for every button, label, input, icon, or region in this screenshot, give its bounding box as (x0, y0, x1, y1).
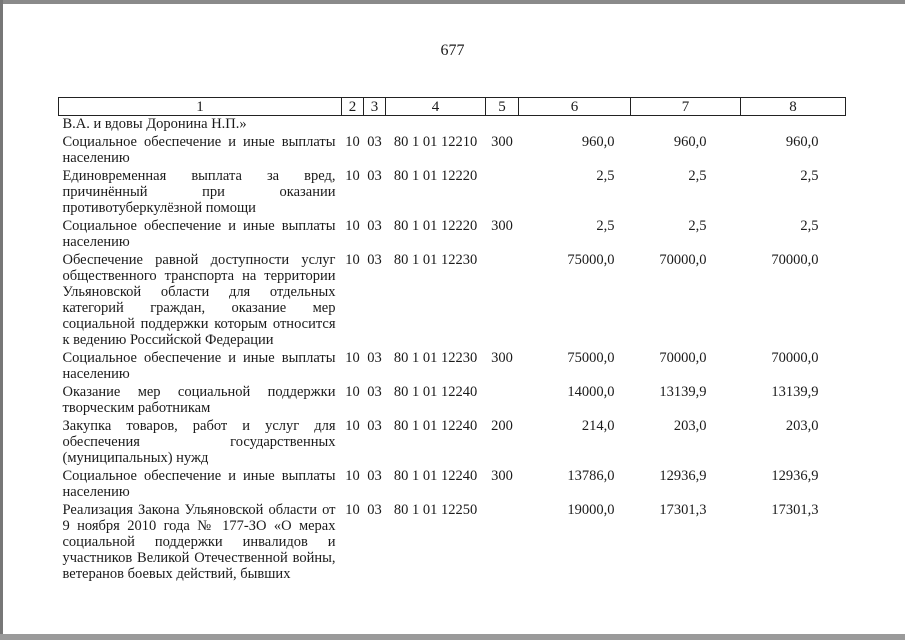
row-amount-col8: 17301,3 (771, 502, 819, 518)
header-col-4: 4 (386, 98, 486, 116)
row-subsection: 03 (367, 502, 382, 518)
scan-left-edge (0, 0, 3, 640)
row-name: В.А. и вдовы Доронина Н.П.» (62, 116, 247, 132)
row-amount-col7: 2,5 (688, 168, 707, 184)
table-row (59, 252, 846, 350)
row-amount-col7: 203,0 (673, 418, 707, 434)
row-expense-type: 200 (491, 418, 513, 434)
table-row (59, 502, 846, 584)
row-amount-col6: 2,5 (596, 218, 615, 234)
row-target-code: 80 1 01 12250 (393, 502, 478, 518)
row-amount-col6: 75000,0 (567, 252, 615, 268)
row-subsection: 03 (367, 418, 382, 434)
row-amount-col6: 2,5 (596, 168, 615, 184)
row-amount-col6: 960,0 (581, 134, 615, 150)
table-body (59, 116, 846, 585)
row-name: Социальное обеспечение и иные выплаты населению (62, 468, 336, 500)
table-header (59, 98, 846, 116)
row-section: 10 (345, 418, 360, 434)
row-amount-col8: 2,5 (800, 168, 819, 184)
header-col-6: 6 (519, 98, 631, 116)
row-expense-type: 300 (491, 218, 513, 234)
header-col-5: 5 (486, 98, 519, 116)
row-amount-col7: 17301,3 (659, 502, 707, 518)
scan-top-edge (0, 0, 905, 4)
row-amount-col7: 960,0 (673, 134, 707, 150)
row-target-code: 80 1 01 12220 (393, 218, 478, 234)
row-amount-col6 (519, 116, 631, 135)
row-amount-col6: 19000,0 (567, 502, 615, 518)
row-amount-col8 (741, 116, 846, 135)
table-row (59, 468, 846, 502)
row-amount-col6: 13786,0 (567, 468, 615, 484)
row-section: 10 (345, 350, 360, 366)
table-row (59, 218, 846, 252)
row-expense-type: 300 (491, 134, 513, 150)
row-amount-col7: 70000,0 (659, 252, 707, 268)
table-row (59, 350, 846, 384)
row-target-code: 80 1 01 12230 (393, 350, 478, 366)
row-name: Оказание мер социальной поддержки творческим работникам (62, 384, 336, 416)
row-expense-type (486, 116, 519, 135)
row-name: Единовременная выплата за вред, причинённый при оказании противотуберкулёзной помощи (62, 168, 336, 216)
row-section (342, 116, 364, 135)
table-row (59, 168, 846, 218)
row-amount-col7 (631, 116, 741, 135)
row-subsection: 03 (367, 168, 382, 184)
row-amount-col7: 13139,9 (659, 384, 707, 400)
header-row (59, 98, 846, 116)
row-amount-col7: 12936,9 (659, 468, 707, 484)
row-expense-type (486, 384, 519, 418)
row-name: Социальное обеспечение и иные выплаты населению (62, 134, 336, 166)
row-expense-type (486, 502, 519, 584)
row-amount-col6: 214,0 (581, 418, 615, 434)
table-row (59, 418, 846, 468)
row-subsection: 03 (367, 384, 382, 400)
row-name: Социальное обеспечение и иные выплаты населению (62, 350, 336, 382)
row-target-code: 80 1 01 12240 (393, 468, 478, 484)
row-subsection: 03 (367, 218, 382, 234)
table-row (59, 384, 846, 418)
row-section: 10 (345, 168, 360, 184)
row-amount-col8: 960,0 (785, 134, 819, 150)
row-name: Реализация Закона Ульяновской области от 9 ноября 2010 года № 177-ЗО «О мерах социальной поддержки инвалидов и участников Великой Отечественной войны, ветеранов боевых действий, бывших (62, 502, 336, 582)
row-expense-type: 300 (491, 468, 513, 484)
row-name: Обеспечение равной доступности услуг общественного транспорта на территории Ульяновской области для отдельных категорий граждан, оказание мер социальной поддержки которым относится к ведению Российской Федерации (62, 252, 336, 348)
row-amount-col8: 70000,0 (771, 350, 819, 366)
header-col-3: 3 (364, 98, 386, 116)
header-col-7: 7 (631, 98, 741, 116)
row-section: 10 (345, 134, 360, 150)
row-target-code: 80 1 01 12240 (393, 418, 478, 434)
row-target-code (386, 116, 486, 135)
row-amount-col7: 2,5 (688, 218, 707, 234)
row-amount-col8: 12936,9 (771, 468, 819, 484)
row-amount-col7: 70000,0 (659, 350, 707, 366)
header-col-2: 2 (342, 98, 364, 116)
row-section: 10 (345, 384, 360, 400)
row-target-code: 80 1 01 12230 (393, 252, 478, 268)
row-subsection: 03 (367, 468, 382, 484)
row-name: Закупка товаров, работ и услуг для обеспечения государственных (муниципальных) нужд (62, 418, 336, 466)
row-target-code: 80 1 01 12240 (393, 384, 478, 400)
row-amount-col8: 70000,0 (771, 252, 819, 268)
budget-table (58, 97, 846, 584)
table-row (59, 134, 846, 168)
row-subsection: 03 (367, 252, 382, 268)
header-col-1: 1 (59, 98, 342, 116)
row-amount-col6: 14000,0 (567, 384, 615, 400)
row-subsection (364, 116, 386, 135)
row-expense-type: 300 (491, 350, 513, 366)
row-expense-type (486, 252, 519, 350)
scan-bottom-edge (0, 634, 905, 640)
row-expense-type (486, 168, 519, 218)
header-col-8: 8 (741, 98, 846, 116)
row-target-code: 80 1 01 12220 (393, 168, 478, 184)
row-subsection: 03 (367, 134, 382, 150)
row-section: 10 (345, 218, 360, 234)
row-subsection: 03 (367, 350, 382, 366)
row-amount-col8: 203,0 (785, 418, 819, 434)
row-section: 10 (345, 252, 360, 268)
table-row (59, 116, 846, 135)
row-name: Социальное обеспечение и иные выплаты населению (62, 218, 336, 250)
row-amount-col6: 75000,0 (567, 350, 615, 366)
page-number: 677 (440, 42, 465, 59)
row-target-code: 80 1 01 12210 (393, 134, 478, 150)
row-section: 10 (345, 502, 360, 518)
row-amount-col8: 2,5 (800, 218, 819, 234)
row-amount-col8: 13139,9 (771, 384, 819, 400)
row-section: 10 (345, 468, 360, 484)
